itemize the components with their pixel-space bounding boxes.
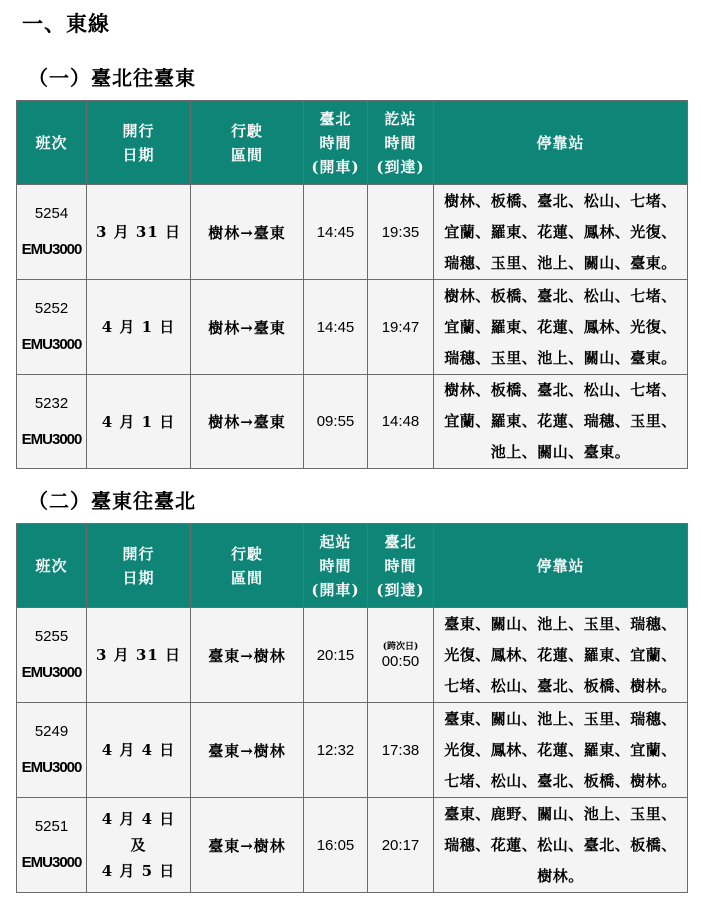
arrive-cell: 19:35 (368, 185, 434, 280)
arrive-cell: 20:17 (368, 798, 434, 893)
table-row (17, 608, 688, 703)
train-cell: 5249 EMU3000 (17, 703, 87, 798)
date-cell: 4 月 1 日 (87, 375, 191, 469)
header-train: 班次 (17, 101, 87, 185)
section-title: 一、東線 (22, 11, 110, 36)
header-depart: 起站 時間 (開車) (304, 524, 368, 608)
header-stops: 停靠站 (434, 101, 688, 185)
table1-subtitle: （一）臺北往臺東 (28, 66, 196, 90)
stops-cell: 樹林、板橋、臺北、松山、七堵、 宜蘭、羅東、花蓮、鳳林、光復、 瑞穗、玉里、池上、關山、臺東。 (434, 185, 688, 280)
train-cell: 5251 EMU3000 (17, 798, 87, 893)
route-cell: 樹林→臺東 (191, 280, 304, 375)
train-cell: 5254 EMU3000 (17, 185, 87, 280)
table-row (17, 375, 688, 469)
header-arrive: 臺北 時間 (到達) (368, 524, 434, 608)
arrive-cell: 19:47 (368, 280, 434, 375)
arrive-cell: 14:48 (368, 375, 434, 469)
route-cell: 臺東→樹林 (191, 798, 304, 893)
table-taipei-to-taitung (16, 100, 688, 469)
header-depart: 臺北 時間 (開車) (304, 101, 368, 185)
stops-cell: 臺東、鹿野、關山、池上、玉里、 瑞穗、花蓮、松山、臺北、板橋、 樹林。 (434, 798, 688, 893)
route-cell: 臺東→樹林 (191, 608, 304, 703)
next-day-note: (跨次日) (382, 641, 419, 652)
route-cell: 臺東→樹林 (191, 703, 304, 798)
depart-cell: 09:55 (304, 375, 368, 469)
table2-subtitle: （二）臺東往臺北 (28, 489, 196, 513)
table-row (17, 280, 688, 375)
header-arrive: 訖站 時間 (到達) (368, 101, 434, 185)
date-cell: 3 月 31 日 (87, 608, 191, 703)
header-date: 開行 日期 (87, 101, 191, 185)
stops-cell: 樹林、板橋、臺北、松山、七堵、 宜蘭、羅東、花蓮、鳳林、光復、 瑞穗、玉里、池上、關山、臺東。 (434, 280, 688, 375)
table-header-row (17, 524, 688, 608)
train-cell: 5252 EMU3000 (17, 280, 87, 375)
date-cell: 4 月 4 日 (87, 703, 191, 798)
depart-cell: 14:45 (304, 280, 368, 375)
train-cell: 5232 EMU3000 (17, 375, 87, 469)
table-row (17, 703, 688, 798)
stops-cell: 臺東、關山、池上、玉里、瑞穗、 光復、鳳林、花蓮、羅東、宜蘭、 七堵、松山、臺北、板橋、樹林。 (434, 703, 688, 798)
depart-cell: 12:32 (304, 703, 368, 798)
train-cell: 5255 EMU3000 (17, 608, 87, 703)
route-cell: 樹林→臺東 (191, 375, 304, 469)
table-header-row (17, 101, 688, 185)
depart-cell: 16:05 (304, 798, 368, 893)
table-row (17, 185, 688, 280)
header-train: 班次 (17, 524, 87, 608)
date-cell: 4 月 4 日 及 4 月 5 日 (87, 798, 191, 893)
depart-cell: 14:45 (304, 185, 368, 280)
header-date: 開行 日期 (87, 524, 191, 608)
header-stops: 停靠站 (434, 524, 688, 608)
table-taitung-to-taipei (16, 523, 688, 893)
header-route: 行駛 區間 (191, 524, 304, 608)
arrive-cell: (跨次日) 00:50 (368, 608, 434, 703)
table-row (17, 798, 688, 893)
date-cell: 4 月 1 日 (87, 280, 191, 375)
stops-cell: 樹林、板橋、臺北、松山、七堵、 宜蘭、羅東、花蓮、瑞穗、玉里、 池上、關山、臺東。 (434, 375, 688, 469)
route-cell: 樹林→臺東 (191, 185, 304, 280)
header-route: 行駛 區間 (191, 101, 304, 185)
depart-cell: 20:15 (304, 608, 368, 703)
date-cell: 3 月 31 日 (87, 185, 191, 280)
arrive-cell: 17:38 (368, 703, 434, 798)
stops-cell: 臺東、關山、池上、玉里、瑞穗、 光復、鳳林、花蓮、羅東、宜蘭、 七堵、松山、臺北、板橋、樹林。 (434, 608, 688, 703)
